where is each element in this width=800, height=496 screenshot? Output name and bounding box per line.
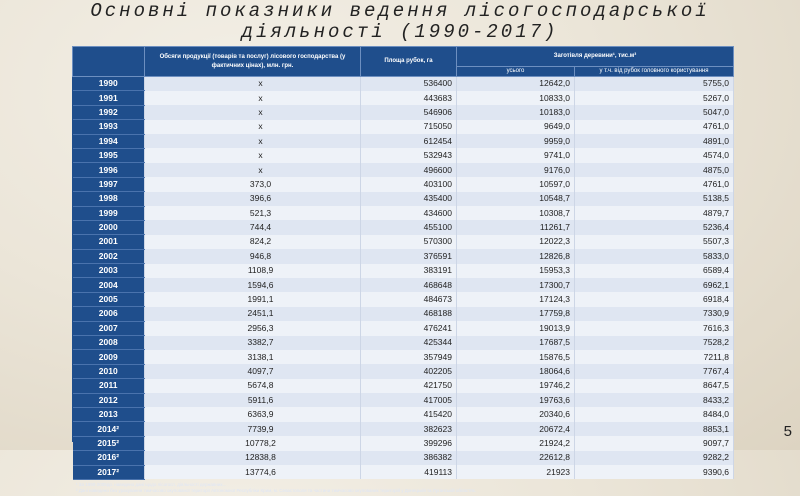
table-row [73, 206, 734, 220]
year-cell: 2016² [73, 451, 145, 465]
output-cell: 373,0 [145, 177, 361, 191]
year-cell: 1992 [73, 105, 145, 119]
cut-area-cell: 425344 [361, 336, 457, 350]
harvest-total-cell: 9741,0 [457, 148, 575, 162]
year-cell: 1995 [73, 148, 145, 162]
harvest-total-cell: 19013,9 [457, 321, 575, 335]
footnote-2: ² Дані наведено без урахування тимчасово окупованої території Автономної Республіки Крим, м. Севастополя та частини тимчасово окупованих територій у Донецькій та Луганській областях. [76, 487, 477, 493]
table-row [73, 163, 734, 177]
harvest-main-cell: 8433,2 [575, 393, 734, 407]
year-cell: 2008 [73, 336, 145, 350]
output-cell: 744,4 [145, 220, 361, 234]
harvest-total-cell: 17124,3 [457, 292, 575, 306]
cut-area-cell: 419113 [361, 465, 457, 479]
harvest-main-cell: 7330,9 [575, 307, 734, 321]
output-cell: 4097,7 [145, 364, 361, 378]
harvest-main-cell: 6962,1 [575, 278, 734, 292]
harvest-total-cell: 17300,7 [457, 278, 575, 292]
cut-area-cell: 443683 [361, 91, 457, 105]
harvest-main-cell: 8484,0 [575, 407, 734, 421]
harvest-total-cell: 12022,3 [457, 235, 575, 249]
table-row [73, 278, 734, 292]
year-cell: 2009 [73, 350, 145, 364]
harvest-total-cell: 21923 [457, 465, 575, 479]
harvest-total-cell: 21924,2 [457, 436, 575, 450]
cut-area-cell: 612454 [361, 134, 457, 148]
table-row [73, 393, 734, 407]
harvest-main-cell: 4761,0 [575, 120, 734, 134]
year-cell: 1990 [73, 77, 145, 91]
table-row [73, 321, 734, 335]
table-row [73, 105, 734, 119]
harvest-main-cell: 9097,7 [575, 436, 734, 450]
cut-area-cell: 386382 [361, 451, 457, 465]
slide-title-line-1: Основні показники ведення лісогосподарської [90, 0, 710, 22]
harvest-main-cell: 7211,8 [575, 350, 734, 364]
table-row [73, 91, 734, 105]
cut-area-cell: 484673 [361, 292, 457, 306]
output-cell: 7739,9 [145, 422, 361, 436]
harvest-main-cell: 4875,0 [575, 163, 734, 177]
harvest-main-cell: 5507,3 [575, 235, 734, 249]
table-footnotes [72, 480, 733, 496]
output-cell: 824,2 [145, 235, 361, 249]
cut-area-cell: 468188 [361, 307, 457, 321]
harvest-main-cell: 7528,2 [575, 336, 734, 350]
year-cell: 2004 [73, 278, 145, 292]
year-cell: 2015² [73, 436, 145, 450]
year-cell: 2002 [73, 249, 145, 263]
table-row [73, 77, 734, 91]
cut-area-cell: 421750 [361, 379, 457, 393]
table-row [73, 120, 734, 134]
cut-area-cell: 357949 [361, 350, 457, 364]
output-cell: 396,6 [145, 192, 361, 206]
table-row [73, 134, 734, 148]
harvest-main-cell: 5047,0 [575, 105, 734, 119]
cut-area-cell: 532943 [361, 148, 457, 162]
harvest-main-cell: 8647,5 [575, 379, 734, 393]
harvest-total-cell: 15876,5 [457, 350, 575, 364]
harvest-total-cell: 15953,3 [457, 264, 575, 278]
year-cell: 2013 [73, 407, 145, 421]
output-cell: x [145, 148, 361, 162]
table-row [73, 235, 734, 249]
header-harvest-main-use: у т.ч. від рубок головного користування [575, 67, 734, 77]
output-cell: 13774,6 [145, 465, 361, 479]
table-row [73, 436, 734, 450]
cut-area-cell: 402205 [361, 364, 457, 378]
year-cell: 1998 [73, 192, 145, 206]
harvest-total-cell: 20340,6 [457, 407, 575, 421]
table-row [73, 407, 734, 421]
output-cell: x [145, 163, 361, 177]
harvest-total-cell: 19763,6 [457, 393, 575, 407]
cut-area-cell: 434600 [361, 206, 457, 220]
table-row [73, 379, 734, 393]
output-cell: 1594,6 [145, 278, 361, 292]
harvest-main-cell: 7616,3 [575, 321, 734, 335]
harvest-total-cell: 9959,0 [457, 134, 575, 148]
harvest-main-cell: 5138,5 [575, 192, 734, 206]
year-cell: 2000 [73, 220, 145, 234]
output-cell: x [145, 91, 361, 105]
cut-area-cell: 376591 [361, 249, 457, 263]
harvest-total-cell: 9649,0 [457, 120, 575, 134]
output-cell: 1991,1 [145, 292, 361, 306]
header-cut-area: Площа рубок, га [361, 47, 457, 77]
harvest-main-cell: 9282,2 [575, 451, 734, 465]
output-cell: 5674,8 [145, 379, 361, 393]
cut-area-cell: 399296 [361, 436, 457, 450]
cut-area-cell: 468648 [361, 278, 457, 292]
table-row [73, 451, 734, 465]
harvest-main-cell: 9390,6 [575, 465, 734, 479]
table-row [73, 422, 734, 436]
year-cell: 1997 [73, 177, 145, 191]
table-row [73, 350, 734, 364]
output-cell: x [145, 105, 361, 119]
table-row [73, 307, 734, 321]
output-cell: 3138,1 [145, 350, 361, 364]
harvest-total-cell: 10597,0 [457, 177, 575, 191]
year-cell: 2010 [73, 364, 145, 378]
cut-area-cell: 417005 [361, 393, 457, 407]
table-row [73, 364, 734, 378]
table-row [73, 292, 734, 306]
table-row [73, 336, 734, 350]
output-cell: 3382,7 [145, 336, 361, 350]
harvest-total-cell: 17687,5 [457, 336, 575, 350]
cut-area-cell: 476241 [361, 321, 457, 335]
output-cell: 521,3 [145, 206, 361, 220]
harvest-main-cell: 4574,0 [575, 148, 734, 162]
harvest-total-cell: 22612,8 [457, 451, 575, 465]
header-timber-harvest: Заготівля деревини¹, тис.м³ [457, 47, 734, 67]
year-cell: 1993 [73, 120, 145, 134]
cut-area-cell: 403100 [361, 177, 457, 191]
harvest-total-cell: 12826,8 [457, 249, 575, 263]
year-cell: 2012 [73, 393, 145, 407]
cut-area-cell: 570300 [361, 235, 457, 249]
harvest-main-cell: 5833,0 [575, 249, 734, 263]
cut-area-cell: 435400 [361, 192, 457, 206]
table-row [73, 264, 734, 278]
output-cell: 10778,2 [145, 436, 361, 450]
year-cell: 2005 [73, 292, 145, 306]
table-row [73, 192, 734, 206]
harvest-total-cell: 9176,0 [457, 163, 575, 177]
harvest-total-cell: 20672,4 [457, 422, 575, 436]
slide-title-line-2: діяльності (1990-2017) [241, 21, 559, 43]
table-row [73, 148, 734, 162]
harvest-total-cell: 11261,7 [457, 220, 575, 234]
year-cell: 2003 [73, 264, 145, 278]
table-row [73, 249, 734, 263]
harvest-main-cell: 8853,1 [575, 422, 734, 436]
harvest-total-cell: 17759,8 [457, 307, 575, 321]
page-number: 5 [783, 423, 792, 440]
cut-area-cell: 546906 [361, 105, 457, 119]
header-harvest-total: усього [457, 67, 575, 77]
output-cell: 2956,3 [145, 321, 361, 335]
year-cell: 2014² [73, 422, 145, 436]
harvest-total-cell: 10548,7 [457, 192, 575, 206]
harvest-total-cell: 18064,6 [457, 364, 575, 378]
harvest-main-cell: 6918,4 [575, 292, 734, 306]
year-cell: 2011 [73, 379, 145, 393]
cut-area-cell: 536400 [361, 77, 457, 91]
year-cell: 2007 [73, 321, 145, 335]
table-body [73, 77, 734, 480]
footnote-1: ¹ За 1990-2005рр. наведено дані щодо лісогосп. діяльності державних... [76, 481, 227, 487]
output-cell: 6363,9 [145, 407, 361, 421]
table-row [73, 177, 734, 191]
harvest-total-cell: 19746,2 [457, 379, 575, 393]
cut-area-cell: 415420 [361, 407, 457, 421]
harvest-main-cell: 7767,4 [575, 364, 734, 378]
table-row [73, 220, 734, 234]
harvest-main-cell: 5755,0 [575, 77, 734, 91]
year-cell: 2006 [73, 307, 145, 321]
slide-title [20, 1, 780, 43]
year-cell: 1991 [73, 91, 145, 105]
harvest-main-cell: 4761,0 [575, 177, 734, 191]
output-cell: x [145, 134, 361, 148]
cut-area-cell: 715050 [361, 120, 457, 134]
cut-area-cell: 455100 [361, 220, 457, 234]
harvest-main-cell: 4891,0 [575, 134, 734, 148]
harvest-total-cell: 10308,7 [457, 206, 575, 220]
cut-area-cell: 383191 [361, 264, 457, 278]
harvest-total-cell: 12642,0 [457, 77, 575, 91]
cut-area-cell: 382623 [361, 422, 457, 436]
output-cell: 2451,1 [145, 307, 361, 321]
cut-area-cell: 496600 [361, 163, 457, 177]
harvest-main-cell: 6589,4 [575, 264, 734, 278]
year-cell: 1994 [73, 134, 145, 148]
indicators-table-container [72, 46, 733, 493]
header-year [73, 47, 145, 77]
harvest-main-cell: 5236,4 [575, 220, 734, 234]
output-cell: 12838,8 [145, 451, 361, 465]
harvest-main-cell: 5267,0 [575, 91, 734, 105]
year-cell: 1996 [73, 163, 145, 177]
harvest-total-cell: 10183,0 [457, 105, 575, 119]
output-cell: x [145, 120, 361, 134]
harvest-main-cell: 4879,7 [575, 206, 734, 220]
output-cell: 5911,6 [145, 393, 361, 407]
indicators-table [72, 46, 734, 480]
year-cell: 1999 [73, 206, 145, 220]
output-cell: 1108,9 [145, 264, 361, 278]
year-cell: 2017² [73, 465, 145, 479]
output-cell: x [145, 77, 361, 91]
header-output: Обсяги продукції (товарів та послуг) лісового господарства (у фактичних цінах), млн. грн. [145, 47, 361, 77]
table-row [73, 465, 734, 479]
harvest-total-cell: 10833,0 [457, 91, 575, 105]
output-cell: 946,8 [145, 249, 361, 263]
year-cell: 2001 [73, 235, 145, 249]
